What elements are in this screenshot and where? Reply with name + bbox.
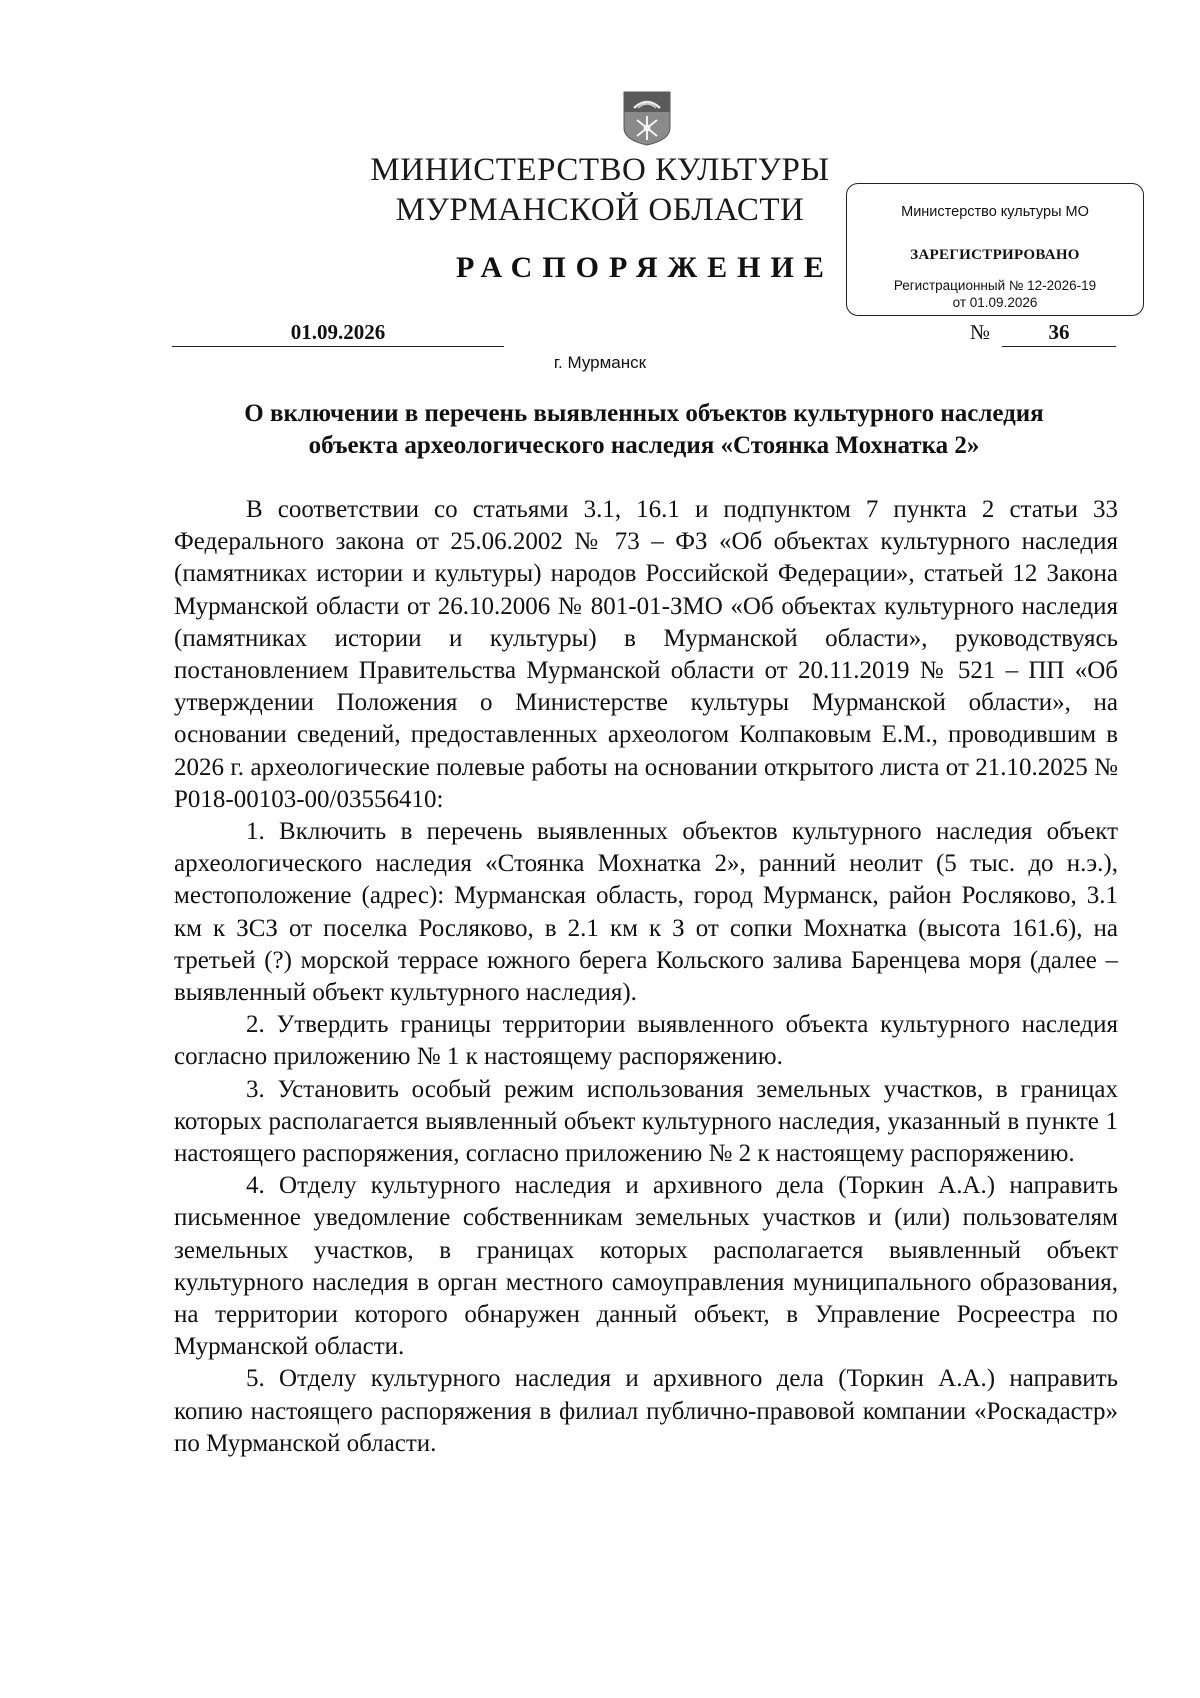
stamp-status: ЗАРЕГИСТРИРОВАНО xyxy=(910,247,1080,263)
registration-stamp xyxy=(846,183,1144,316)
order-item-4: 4. Отделу культурного наследия и архивного дела (Торкин А.А.) направить письменное уведомление собственникам земельных участков и (или) пользователям земельных участков, в границах которых располагается выявленный объект культурного наследия в орган местного самоуправления муниципального образования, на территории которого обнаружен данный объект, в Управление Росреестра по Мурманской области. xyxy=(174,1172,1118,1361)
stamp-registration-number: Регистрационный № 12-2026-19 xyxy=(893,278,1097,293)
number-sign: № xyxy=(970,320,991,344)
stamp-organization: Министерство культуры МО xyxy=(901,204,1089,220)
document-subject xyxy=(172,398,1116,462)
order-item-2: 2. Утвердить границы территории выявленного объекта культурного наследия согласно приложению № 1 к настоящему распоряжению. xyxy=(174,1011,1118,1071)
order-item-3: 3. Установить особый режим использования земельных участков, в границах которых располагается выявленный объект культурного наследия, указанный в пункте 1 настоящего распоряжения, согласно приложению № 2 к настоящему распоряжению. xyxy=(174,1075,1118,1168)
subject-line1: О включении в перечень выявленных объектов культурного наследия xyxy=(244,400,1044,427)
ministry-name-line2: МУРМАНСКОЙ ОБЛАСТИ xyxy=(395,192,805,228)
document-number: 36 xyxy=(1002,318,1116,347)
document-type-title: РАСПОРЯЖЕНИЕ xyxy=(456,251,834,284)
document-date: 01.09.2026 xyxy=(172,318,504,347)
document-body xyxy=(174,494,1118,1460)
issue-city: г. Мурманск xyxy=(553,353,647,372)
subject-line2: объекта археологического наследия «Стоянка Мохнатка 2» xyxy=(308,432,980,459)
order-item-5: 5. Отделу культурного наследия и архивного дела (Торкин А.А.) направить копию настоящего распоряжения в филиал публично-правовой компании «Роскадастр» по Мурманской области. xyxy=(174,1365,1118,1457)
ministry-name-line1: МИНИСТЕРСТВО КУЛЬТУРЫ xyxy=(370,152,830,188)
preamble-paragraph: В соответствии со статьями 3.1, 16.1 и подпунктом 7 пункта 2 статьи 33 Федерального закона от 25.06.2002 № 73 – ФЗ «Об объектах культурного наследия (памятниках истории и культуры) народов Российской Федерации», статьей 12 Закона Мурманской области от 26.10.2006 № 801-01-ЗМО «Об объектах культурного наследия (памятниках истории и культуры) в Мурманской области», руководствуясь постановлением Правительства Мурманской области от 20.11.2019 № 521 – ПП «Об утверждении Положения о Министерстве культуры Мурманской области», на основании сведений, предоставленных археологом Колпаковым Е.М., проводившим в 2026 г. археологические полевые работы на основании открытого листа от 21.10.2025 № Р018-00103-00/03556410: xyxy=(174,496,1118,813)
stamp-registration-date: от 01.09.2026 xyxy=(952,295,1038,310)
murmansk-region-coat-of-arms-icon xyxy=(622,90,672,146)
order-item-1: 1. Включить в перечень выявленных объектов культурного наследия объект археологического наследия «Стоянка Мохнатка 2», ранний неолит (5 тыс. до н.э.), местоположение (адрес): Мурманская область, город Мурманск, район Росляково, 3.1 км к ЗСЗ от поселка Росляково, в 2.1 км к З от сопки Мохнатка (высота 161.6), на третьей (?) морской террасе южного берега Кольского залива Баренцева моря (далее – выявленный объект культурного наследия). xyxy=(174,818,1118,1007)
